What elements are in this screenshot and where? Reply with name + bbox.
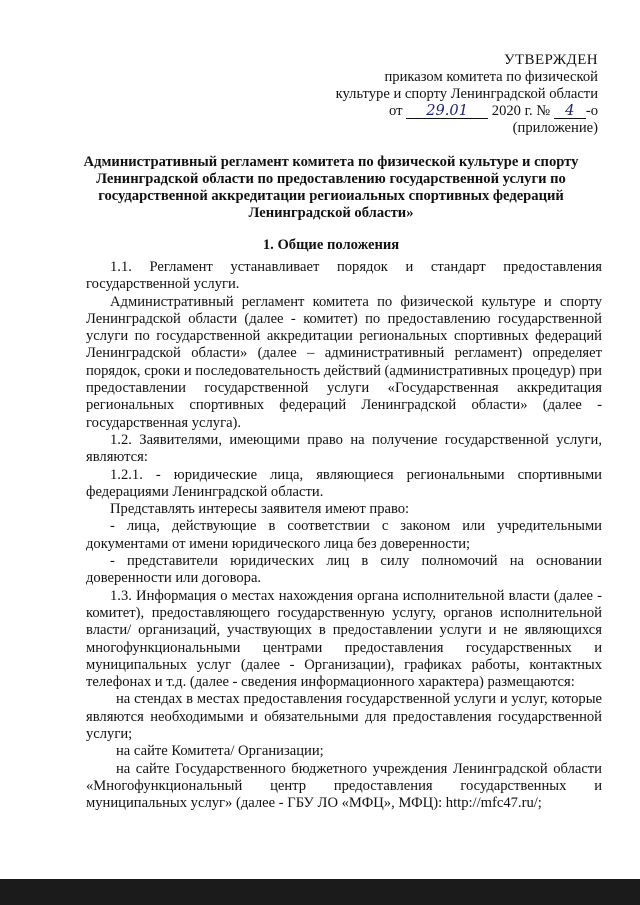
approved-label: УТВЕРЖДЕН bbox=[503, 52, 598, 68]
paragraph-1-1: 1.1. Регламент устанавливает порядок и стандарт предоставления государственной услуги. bbox=[86, 259, 602, 293]
approval-line-1: приказом комитета по физической bbox=[384, 69, 598, 85]
paragraph-1-3: 1.3. Информация о местах нахождения органа исполнительной власти (далее - комитет), предоставляющего государственную услугу, органов исполнительной власти/ организаций, участвующих в предоставлении услуги и не являющихся многофункциональными центрами предоставления государственных и муниципальных услуг (далее - Организации), графиках работы, контактных телефонах и т.д. (далее - сведения информационного характера) размещаются: bbox=[86, 587, 602, 691]
approval-from: от bbox=[388, 103, 403, 119]
paragraph-mfc-site: на сайте Государственного бюджетного учреждения Ленинградской области «Многофункциональный центр предоставления государственных и муниципальных услуг» (далее - ГБУ ЛО «МФЦ», МФЦ): http://mfc47.ru/; bbox=[86, 760, 602, 812]
approval-suffix: -о bbox=[585, 103, 598, 119]
handwritten-number: 4 bbox=[554, 104, 586, 119]
paragraph-1-2: 1.2. Заявителями, имеющими право на получение государственной услуги, являются: bbox=[86, 431, 602, 466]
document-title: Административный регламент комитета по физической культуре и спорту Ленинградской области по предоставлению государственной услуги по государственной аккредитации региоиальных спортивных федераций Ленинградской области» bbox=[83, 154, 579, 221]
section-heading: 1. Общие положения bbox=[262, 237, 400, 253]
scan-bottom-edge bbox=[0, 879, 640, 905]
document-body bbox=[86, 259, 602, 813]
paragraph-1-2-1: 1.2.1. - юридические лица, являющиеся региональными спортивными федерациями Ленинградской области. bbox=[86, 466, 602, 500]
paragraph-committee-site: на сайте Комитета/ Организации; bbox=[116, 743, 324, 760]
paragraph-bullet-2: - представители юридических лиц в силу полномочий на основании доверенности или договора. bbox=[86, 553, 602, 587]
approval-year: 2020 г. № bbox=[491, 103, 551, 119]
approval-line-3 bbox=[268, 103, 598, 120]
paragraph-representation: Представлять интересы заявителя имеют право: bbox=[110, 501, 410, 518]
approval-stamp-block bbox=[268, 52, 598, 137]
paragraph-bullet-1: - лица, действующие в соответствии с законом или учредительными документами от имени юридического лица без доверенности; bbox=[86, 518, 602, 552]
approval-line-4: (приложение) bbox=[512, 120, 598, 136]
approval-line-2: культуре и спорту Ленинградской области bbox=[335, 86, 598, 102]
handwritten-date: 29.01 bbox=[406, 104, 488, 119]
paragraph-regulation-scope: Административный регламент комитета по физической культуре и спорту Ленинградской области (далее - комитет) по предоставлению государственной услуги по государственной аккредитации региональных спортивных федераций Ленинградской области» (далее – административный регламент) определяет порядок, сроки и последовательность действий (административных процедур) при предоставлении государственной услуги «Государственная аккредитация региональных спортивных федераций Ленинградской области» (далее - государственная услуга). bbox=[86, 293, 602, 431]
paragraph-stands: на стендах в местах предоставления государственной услуги и услуг, которые являются необходимыми и обязательными для предоставления государственной услуги; bbox=[86, 691, 602, 743]
